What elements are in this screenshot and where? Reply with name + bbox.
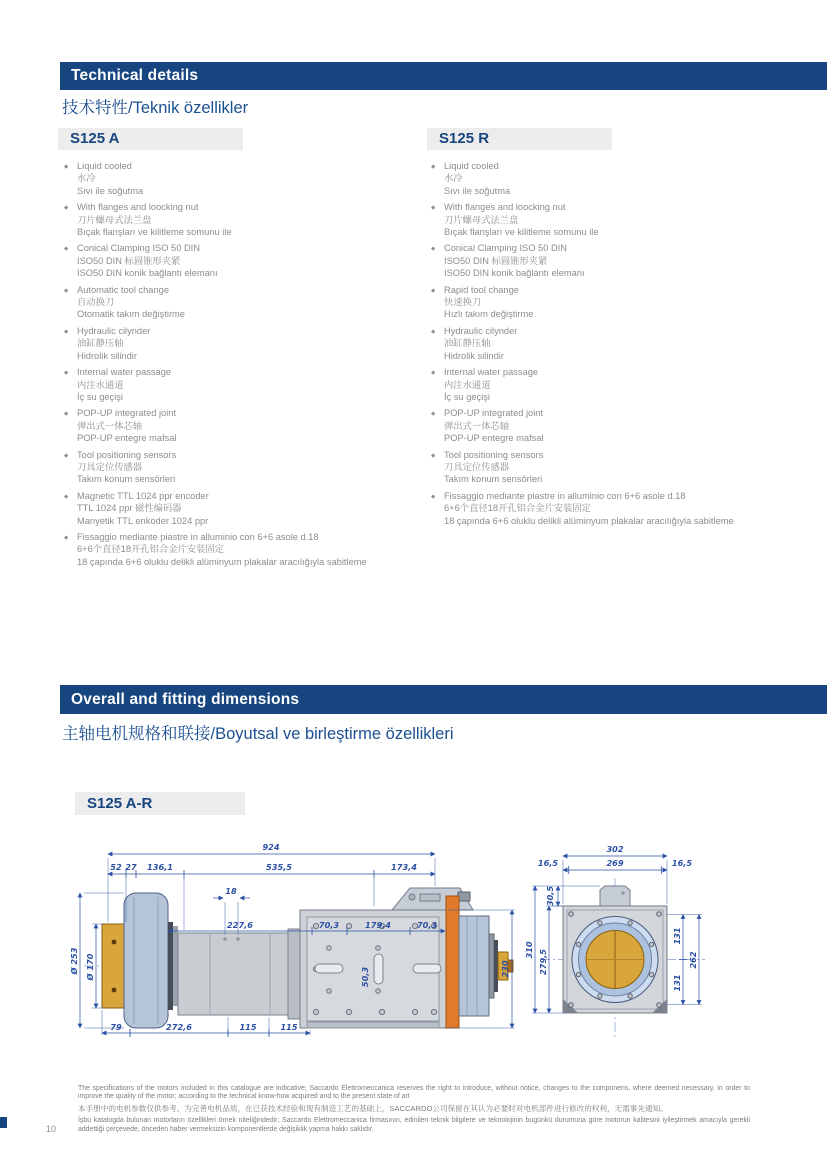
feature-line: Conical Clamping ISO 50 DIN: [444, 243, 567, 254]
bullet-icon: ◆: [64, 328, 69, 335]
footer-disclaimer: [78, 1085, 750, 1134]
feature-line: 水冷: [444, 173, 463, 184]
dimension-label: 131: [672, 927, 682, 945]
bullet-icon: ◆: [431, 411, 436, 418]
dimension-label: 227,6: [227, 920, 253, 930]
feature-line: Takım konum sensörleri: [77, 474, 176, 485]
feature-item: [64, 449, 422, 486]
feature-line: 弹出式一体芯轴: [444, 420, 510, 431]
feature-line: Takım konum sensörleri: [444, 474, 543, 485]
feature-lines: [444, 449, 789, 486]
feature-item: [431, 449, 789, 486]
dimension-label: 16,5: [671, 858, 693, 868]
feature-line: Magnetic TTL 1024 ppr encoder: [77, 490, 209, 501]
feature-item: [64, 325, 422, 362]
bullet-icon: ◆: [431, 452, 436, 459]
feature-item: [431, 325, 789, 362]
feature-lines: [77, 160, 422, 197]
feature-line: Hydraulic cilynder: [77, 325, 151, 336]
bullet-icon: ◆: [431, 493, 436, 500]
feature-line: 油缸静压轴: [77, 338, 124, 349]
feature-item: [64, 531, 422, 568]
feature-lines: [77, 325, 422, 362]
feature-line: Bıçak flanşları ve kilitleme somunu ile: [77, 227, 232, 238]
feature-item: [64, 160, 422, 197]
feature-line: 自动换刀: [77, 297, 115, 308]
dimension-label: 262: [688, 951, 698, 969]
dimension-label: 30,5: [545, 885, 555, 907]
feature-line: 刀片螺母式法兰盘: [77, 214, 152, 225]
bullet-icon: ◆: [64, 246, 69, 253]
feature-line: Hydraulic cilynder: [444, 325, 518, 336]
feature-item: [431, 366, 789, 403]
model-heading-label: S125 A-R: [87, 795, 153, 812]
bullet-icon: ◆: [64, 164, 69, 170]
feature-line: With flanges and loocking nut: [77, 202, 199, 213]
feature-lines: [444, 160, 789, 197]
feature-line: ISO50 DIN konik bağlantı elemanı: [77, 268, 218, 279]
dimension-label: 924: [262, 842, 280, 852]
feature-item: [431, 490, 789, 527]
feature-line: 18 çapında 6+6 oluklu delikli alüminyum plakalar aracılığıyla sabitleme: [77, 556, 367, 567]
feature-lines: [444, 407, 789, 444]
feature-line: Tool positioning sensors: [77, 449, 177, 460]
feature-line: With flanges and loocking nut: [444, 202, 566, 213]
bullet-icon: ◆: [64, 452, 69, 459]
feature-line: 油缸静压轴: [444, 338, 491, 349]
feature-line: 刀片螺母式法兰盘: [444, 214, 519, 225]
dimension-label: 279,5: [538, 949, 548, 975]
feature-lines: [77, 242, 422, 279]
feature-line: Fissaggio mediante piastre in alluminio con 6+6 asole d.18: [77, 531, 319, 542]
front-view-drawing: [520, 836, 770, 1046]
bullet-icon: ◆: [431, 370, 436, 377]
bullet-icon: ◆: [64, 411, 69, 418]
dimension-label: 115: [239, 1022, 257, 1032]
feature-line: 刀具定位传感器: [77, 461, 143, 472]
model-heading-label: S125 R: [439, 130, 490, 147]
feature-line: POP-UP integrated joint: [77, 408, 177, 419]
feature-lines: [77, 366, 422, 403]
feature-line: ISO50 DIN 标圆锥形夹紧: [77, 255, 181, 266]
feature-line: TTL 1024 ppr 磁性编码器: [77, 503, 182, 514]
feature-line: Bıçak flanşları ve kilitleme somunu ile: [444, 227, 599, 238]
dimension-label: 535,5: [266, 862, 292, 872]
feature-line: Automatic tool change: [77, 284, 169, 295]
feature-line: Internal water passage: [77, 367, 172, 378]
feature-line: 内注水通道: [77, 379, 124, 390]
feature-line: Tool positioning sensors: [444, 449, 544, 460]
bullet-icon: ◆: [64, 287, 69, 294]
bullet-icon: ◆: [64, 370, 69, 377]
feature-line: ISO50 DIN konik bağlantı elemanı: [444, 268, 585, 279]
feature-lines: [444, 366, 789, 403]
section-subtitle-dimensions: 主轴电机规格和联接/Boyutsal ve birleştirme özellikleri: [62, 725, 454, 743]
feature-line: 水冷: [77, 173, 96, 184]
feature-line: İç su geçişi: [444, 391, 490, 402]
feature-lines: [77, 201, 422, 238]
feature-line: Hidrolik silindir: [77, 350, 137, 361]
bullet-icon: ◆: [431, 164, 436, 170]
feature-lines: [444, 284, 789, 321]
section-subtitle-technical: 技术特性/Teknik özellikler: [62, 99, 249, 117]
bullet-icon: ◆: [431, 205, 436, 212]
feature-lines: [77, 284, 422, 321]
feature-line: 内注水通道: [444, 379, 491, 390]
feature-line: Manyetik TTL enkoder 1024 ppr: [77, 515, 209, 526]
feature-line: POP-UP entegre mafsal: [77, 433, 177, 444]
bullet-icon: ◆: [431, 328, 436, 335]
feature-lines: [444, 490, 789, 527]
disclaimer-english: The specifications of the motors included in this catalogue are indicative; Saccardo Elettromeccanica reserves the right to introduce, without notice, changes to the componens, where deemed necessary, in order to improve the quality of the motor; according to the technical know-how acquired and to the present state of art: [78, 1085, 750, 1101]
bullet-icon: ◆: [431, 246, 436, 253]
model-heading-s125ar: [75, 792, 245, 815]
bullet-icon: ◆: [64, 534, 69, 541]
feature-lines: [77, 531, 422, 568]
section-title: Technical details: [71, 67, 199, 84]
model-heading-label: S125 A: [70, 130, 120, 147]
dimension-label: 173,4: [391, 862, 417, 872]
feature-line: Fissaggio mediante piastre in alluminio con 6+6 asole d.18: [444, 490, 686, 501]
feature-line: 6+6个直径18开孔铝合金片安装固定: [444, 503, 591, 514]
feature-item: [64, 201, 422, 238]
feature-line: 弹出式一体芯轴: [77, 420, 143, 431]
dimension-label: 272,6: [166, 1022, 192, 1032]
feature-line: İç su geçişi: [77, 391, 123, 402]
dimension-label: 52: [110, 862, 122, 872]
spindle-front-geometry: [563, 886, 667, 1013]
feature-line: 18 çapında 6+6 oluklu delikli alüminyum plakalar aracılığıyla sabitleme: [444, 515, 734, 526]
bullet-icon: ◆: [64, 493, 69, 500]
model-heading-s125a: [58, 128, 243, 150]
section-bar-technical-details: [60, 62, 827, 90]
feature-list-s125r: [431, 160, 789, 531]
feature-line: 刀具定位传感器: [444, 461, 510, 472]
dimension-label: 70,3: [416, 920, 438, 930]
feature-item: [431, 242, 789, 279]
dimension-label: 79: [110, 1022, 122, 1032]
feature-line: Hidrolik silindir: [444, 350, 504, 361]
feature-lines: [444, 325, 789, 362]
feature-line: Otomatik takım değiştirme: [77, 309, 185, 320]
feature-item: [431, 407, 789, 444]
dimension-label: 136,1: [147, 862, 173, 872]
disclaimer-chinese: 本手册中的电机参数仅供参考。为完善电机品质，在已获技术经验和现有制造工艺的基础上，SACCARDO公司保留在其认为必要时对电机部件进行修改的权利，无需事先通知。: [78, 1104, 668, 1114]
dimension-label: 50,3: [360, 966, 370, 988]
page-number: 10: [46, 1124, 57, 1134]
feature-lines: [77, 407, 422, 444]
dimension-label: 131: [672, 974, 682, 992]
disclaimer-turkish: İşbu katalogda bulunan motorların özellikleri örnek niteliğindedir; Saccardo Elettromeccanica firmasının, edinilen teknik bilgilere ve teknolojinin bugünkü durumuna göre motorun kalitesini iyileştirmek amacıyla gerekli addettiği çerçevede, önceden haber vermeksizin komponentlerde değişiklik yapma hakkı saklıdır.: [78, 1117, 750, 1133]
dimension-label: 230: [500, 960, 510, 978]
feature-line: Hızlı takım değiştirme: [444, 309, 534, 320]
dimension-label: 269: [606, 858, 624, 868]
dimension-label: 18: [225, 886, 237, 896]
feature-line: Sıvı ile soğutma: [444, 185, 511, 196]
feature-item: [64, 407, 422, 444]
model-heading-s125r: [427, 128, 612, 150]
feature-lines: [77, 490, 422, 527]
feature-line: ISO50 DIN 标圆锥形夹紧: [444, 255, 548, 266]
feature-item: [64, 242, 422, 279]
feature-line: Rapid tool change: [444, 284, 519, 295]
dimension-label: 70,3: [318, 920, 340, 930]
feature-line: Conical Clamping ISO 50 DIN: [77, 243, 200, 254]
feature-item: [64, 490, 422, 527]
dimension-label: Ø 253: [69, 947, 79, 975]
side-view-drawing: [60, 836, 520, 1046]
spindle-side-geometry: [102, 888, 513, 1028]
feature-line: Internal water passage: [444, 367, 539, 378]
bullet-icon: ◆: [64, 205, 69, 212]
feature-lines: [444, 242, 789, 279]
feature-lines: [77, 449, 422, 486]
dimension-label: 27: [125, 862, 137, 872]
feature-line: Liquid cooled: [444, 161, 499, 171]
dimension-label: 310: [524, 941, 534, 959]
feature-item: [431, 284, 789, 321]
dimension-label: 302: [606, 844, 624, 854]
feature-lines: [444, 201, 789, 238]
feature-line: Liquid cooled: [77, 161, 132, 171]
feature-item: [64, 366, 422, 403]
dimension-label: 16,5: [537, 858, 559, 868]
feature-item: [431, 160, 789, 197]
feature-line: POP-UP entegre mafsal: [444, 433, 544, 444]
dimension-label: 179,4: [365, 920, 391, 930]
feature-line: 6+6个直径18开孔铝合金片安装固定: [77, 544, 224, 555]
dimension-label: Ø 170: [85, 953, 95, 981]
feature-item: [431, 201, 789, 238]
bullet-icon: ◆: [431, 287, 436, 294]
feature-list-s125a: [64, 160, 422, 572]
feature-line: POP-UP integrated joint: [444, 408, 544, 419]
feature-item: [64, 284, 422, 321]
page-edge-marker: [0, 1117, 7, 1128]
section-title: Overall and fitting dimensions: [71, 691, 300, 708]
section-bar-dimensions: [60, 685, 827, 714]
dimension-label: 115: [280, 1022, 298, 1032]
feature-line: Sıvı ile soğutma: [77, 185, 144, 196]
feature-line: 快速换刀: [444, 297, 482, 308]
